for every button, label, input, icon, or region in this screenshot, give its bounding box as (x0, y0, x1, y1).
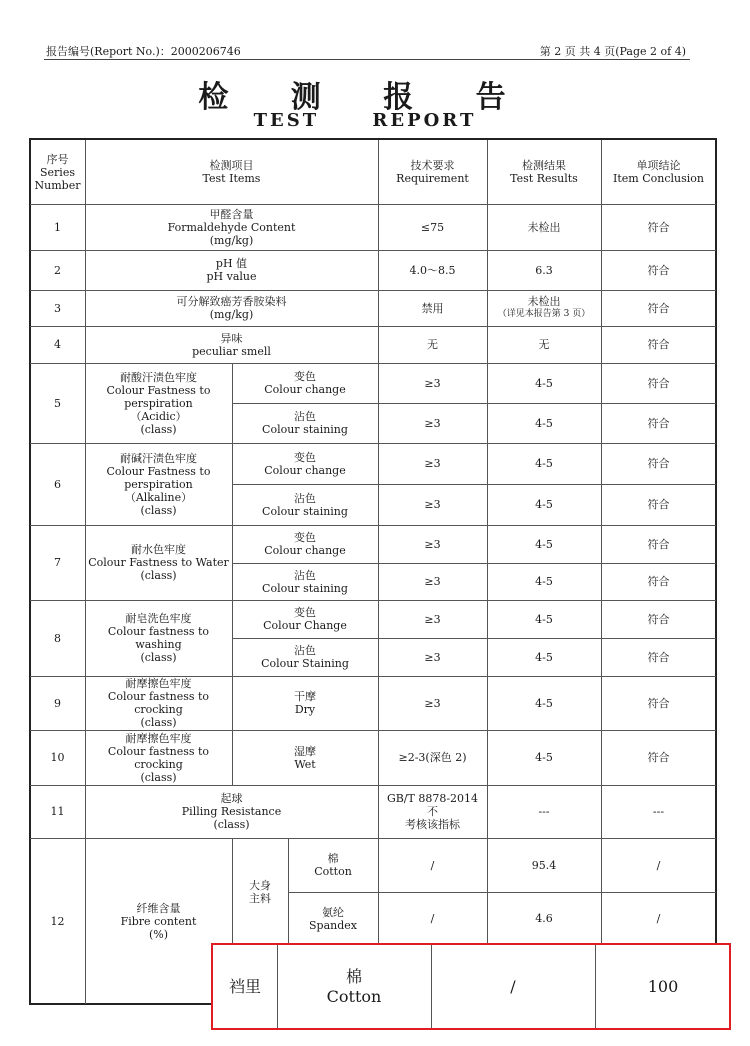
result: 4-5 (535, 575, 553, 588)
sub-item: 变色 Colour change (264, 370, 346, 396)
conclusion: --- (652, 805, 665, 818)
requirement: ≥3 (424, 612, 441, 626)
requirement: / (430, 912, 435, 925)
sub-item: 干摩 Dry (294, 690, 316, 716)
row-number: 10 (50, 751, 65, 764)
requirement: ≥3 (424, 537, 441, 551)
test-item: 耐酸汗渍色牢度 Colour Fastness to perspiration （Acidic） (class) (106, 370, 211, 436)
overlay-requirement: / (510, 976, 516, 996)
conclusion: 符合 (647, 220, 670, 234)
sub-item: 沾色 Colour staining (262, 568, 348, 595)
result: 4-5 (535, 416, 553, 430)
row-number: 8 (54, 631, 61, 645)
conclusion: 符合 (647, 376, 670, 390)
sub-item: 湿摩 Wet (294, 744, 316, 771)
title-english: TEST REPORT (253, 110, 477, 131)
conclusion: 符合 (647, 537, 670, 551)
conclusion: 符合 (647, 650, 670, 664)
conclusion: / (656, 858, 661, 872)
result: 4-5 (535, 696, 553, 710)
header-rule (44, 59, 690, 60)
conclusion: 符合 (647, 696, 670, 710)
sub-item: 沾色 Colour staining (262, 491, 348, 518)
conclusion: 符合 (647, 301, 670, 315)
col-header-requirement: 技术要求 Requirement (396, 159, 469, 185)
result: 4-5 (535, 537, 553, 551)
conclusion: 符合 (647, 457, 670, 470)
result: 未检出 （详见本报告第 3 页） (497, 295, 591, 319)
test-item: pH 值 pH value (206, 257, 257, 283)
conclusion: / (656, 912, 661, 925)
test-item: 耐碱汗渍色牢度 Colour Fastness to perspiration （Alkaline） (class) (106, 451, 211, 517)
requirement: ≥3 (424, 498, 441, 511)
overlay-result: 100 (647, 976, 679, 996)
conclusion: 符合 (647, 416, 670, 430)
result: 未检出 (527, 220, 561, 234)
requirement: 4.0～8.5 (409, 263, 456, 277)
result: 4-5 (535, 498, 553, 511)
fibre-group: 大身 主料 (249, 878, 271, 905)
row-number: 1 (54, 220, 61, 234)
row-number: 5 (54, 396, 61, 410)
requirement: / (430, 858, 435, 872)
sub-item: 变色 Colour change (264, 450, 346, 477)
result: 4-5 (535, 612, 553, 626)
requirement: 禁用 (421, 301, 444, 315)
col-header-number: 序号 Series Number (34, 152, 81, 192)
test-item: 异味 peculiar smell (192, 331, 271, 358)
requirement: ≥3 (424, 650, 441, 664)
requirement: ≤75 (420, 220, 445, 234)
overlay-part: 裆里 (228, 976, 261, 996)
test-item: 甲醛含量 Formaldehyde Content (mg/kg) (167, 207, 296, 247)
row-number: 9 (54, 696, 61, 710)
conclusion: 符合 (647, 338, 670, 351)
test-item: 可分解致癌芳香胺染料 (mg/kg) (176, 295, 287, 321)
requirement: ≥3 (424, 696, 441, 710)
conclusion: 符合 (647, 498, 670, 511)
fibre-name: 棉 Cotton (314, 852, 352, 878)
test-item: 耐摩擦色牢度 Colour fastness to crocking (class) (107, 677, 210, 729)
report-number: 报告编号(Report No.)：2000206746 (46, 45, 241, 58)
fibre-name: 氨纶 Spandex (309, 905, 357, 932)
overlay-fibre: 棉 Cotton (326, 966, 382, 1006)
row-number: 12 (50, 914, 65, 928)
sub-item: 变色 Colour Change (263, 606, 347, 632)
conclusion: 符合 (647, 612, 670, 626)
requirement: GB/T 8878-2014 不 考核该指标 (386, 792, 479, 831)
result: 4-5 (535, 751, 553, 764)
page-info: 第 2 页 共 4 页(Page 2 of 4) (539, 45, 686, 58)
highlighted-row (211, 943, 731, 1030)
row-number: 7 (54, 556, 61, 569)
row-number: 3 (54, 301, 61, 315)
test-item: 耐皂洗色牢度 Colour fastness to washing (class) (107, 612, 210, 664)
test-item: 耐摩擦色牢度 Colour fastness to crocking (class) (107, 731, 210, 784)
requirement: ≥3 (424, 457, 441, 470)
test-item: 耐水色牢度 Colour Fastness to Water (class) (88, 543, 229, 582)
conclusion: 符合 (647, 263, 670, 277)
test-item: 起球 Pilling Resistance (class) (181, 792, 282, 831)
conclusion: 符合 (647, 751, 670, 764)
requirement: ≥2-3(深色 2) (398, 751, 467, 764)
result: 95.4 (531, 858, 557, 872)
row-number: 4 (54, 338, 61, 351)
row-number: 2 (54, 263, 61, 277)
col-header-results: 检测结果 Test Results (510, 159, 578, 185)
sub-item: 沾色 Colour staining (262, 410, 348, 436)
row-number: 11 (50, 805, 65, 818)
result: 4-5 (535, 650, 553, 664)
requirement: ≥3 (424, 416, 441, 430)
result: 4-5 (535, 376, 553, 390)
conclusion: 符合 (647, 575, 670, 588)
column-rule (232, 676, 233, 785)
sub-item: 沾色 Colour Staining (261, 644, 349, 670)
result: --- (538, 805, 550, 818)
sub-item: 变色 Colour change (264, 531, 346, 557)
requirement: ≥3 (424, 575, 441, 588)
title-chinese: 检 测 报 告 (198, 80, 532, 115)
result: 4.6 (535, 912, 553, 925)
test-item: 纤维含量 Fibre content (%) (120, 901, 197, 941)
result: 无 (538, 338, 550, 351)
row-number: 6 (54, 477, 61, 491)
result: 6.3 (535, 263, 553, 277)
requirement: 无 (427, 338, 438, 351)
result: 4-5 (535, 457, 553, 470)
col-header-conclusion: 单项结论 Item Conclusion (613, 159, 704, 185)
col-header-test-items: 检测项目 Test Items (202, 159, 261, 185)
requirement: ≥3 (424, 376, 441, 390)
